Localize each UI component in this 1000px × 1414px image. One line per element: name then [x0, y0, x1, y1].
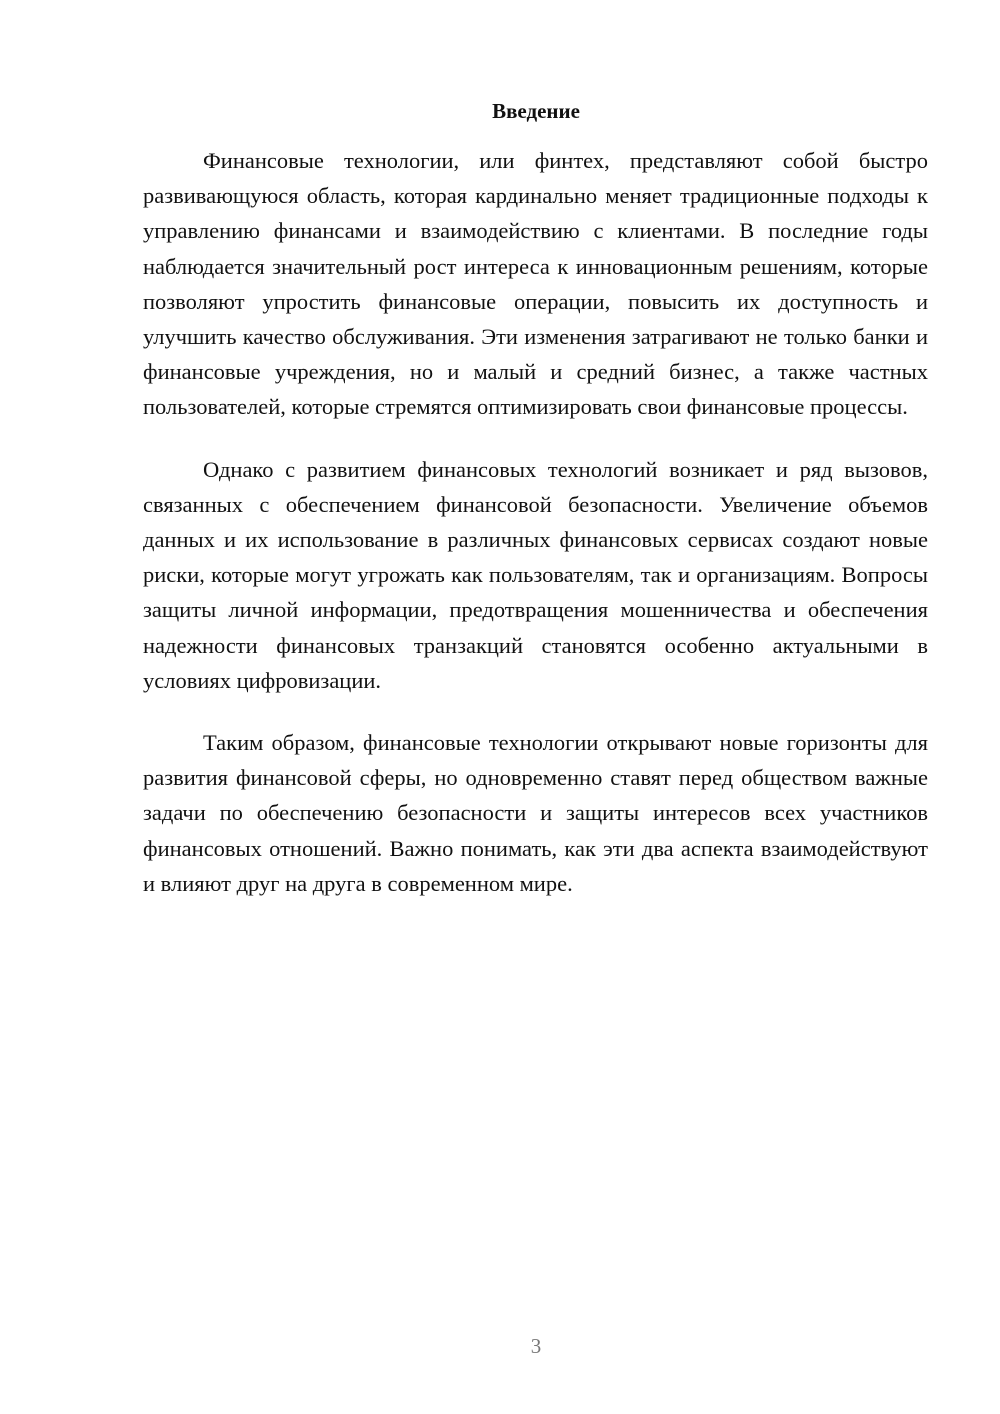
- body-text: [143, 143, 928, 901]
- paragraph-2: Однако с развитием финансовых технологий возникает и ряд вызовов, связанных с обеспечением финансовой безопасности. Увеличение объемов данных и их использование в различных финансовых сервисах создают новые риски, которые могут угрожать как пользователям, так и организациям. Вопросы защиты личной информации, предотвращения мошенничества и обеспечения надежности финансовых транзакций становятся особенно актуальными в условиях цифровизации.: [143, 456, 928, 693]
- paragraph-3: Таким образом, финансовые технологии открывают новые горизонты для развития финансовой сферы, но одновременно ставят перед обществом важные задачи по обеспечению безопасности и защиты интересов всех участников финансовых отношений. Важно понимать, как эти два аспекта взаимодействуют и влияют друг на друга в современном мире.: [143, 730, 928, 896]
- paragraph-1: Финансовые технологии, или финтех, представляют собой быстро развивающуюся область, которая кардинально меняет традиционные подходы к управлению финансами и взаимодействию с клиентами. В последние годы наблюдается значительный рост интереса к инновационным решениям, которые позволяют упростить финансовые операции, повысить их доступность и улучшить качество обслуживания. Эти изменения затрагивают не только банки и финансовые учреждения, но и малый и средний бизнес, а также частных пользователей, которые стремятся оптимизировать свои финансовые процессы.: [143, 148, 928, 420]
- page-number: 3: [530, 1334, 542, 1358]
- section-heading: Введение: [492, 99, 580, 123]
